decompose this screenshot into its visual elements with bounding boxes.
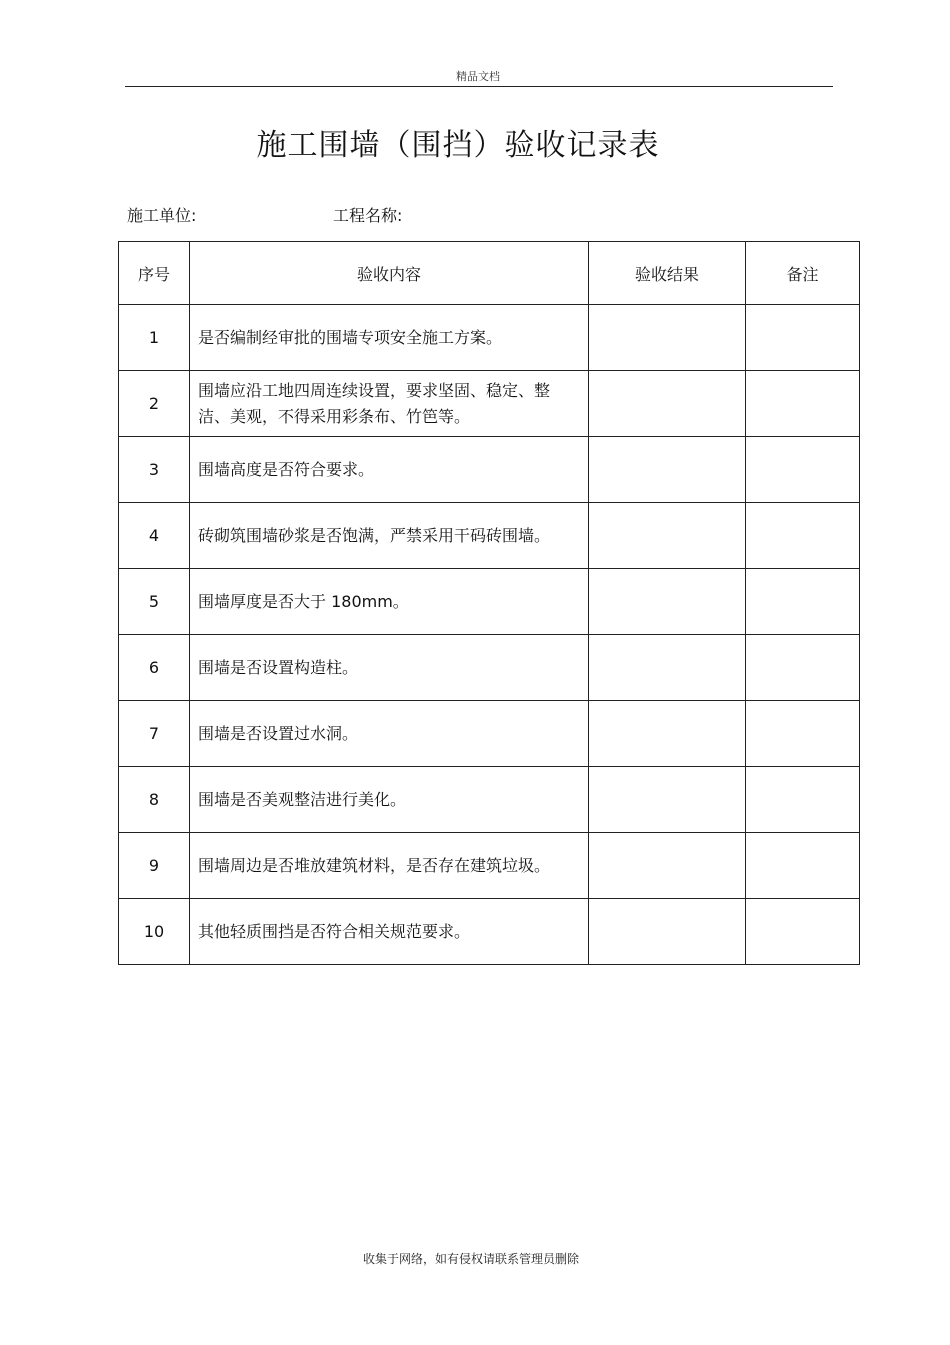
row-remark-cell[interactable] (746, 899, 860, 965)
table-row (119, 503, 860, 569)
row-remark-cell[interactable] (746, 437, 860, 503)
table-row (119, 305, 860, 371)
acceptance-table (118, 241, 860, 965)
row-content: 是否编制经审批的围墙专项安全施工方案。 (190, 305, 589, 371)
row-remark-cell[interactable] (746, 701, 860, 767)
row-content: 围墙是否美观整洁进行美化。 (190, 767, 589, 833)
row-seq: 4 (119, 503, 190, 569)
row-result-cell[interactable] (589, 767, 746, 833)
header-result: 验收结果 (589, 242, 746, 305)
page-header-label: 精品文档 (456, 70, 500, 83)
row-result-cell[interactable] (589, 305, 746, 371)
row-remark-cell[interactable] (746, 635, 860, 701)
row-seq: 5 (119, 569, 190, 635)
row-result-cell[interactable] (589, 899, 746, 965)
row-result-cell[interactable] (589, 833, 746, 899)
row-remark-cell[interactable] (746, 503, 860, 569)
table-row (119, 371, 860, 437)
row-content: 围墙厚度是否大于 180mm。 (190, 569, 589, 635)
document-title: 施工围墙（围挡）验收记录表 (256, 128, 660, 163)
row-seq: 6 (119, 635, 190, 701)
row-content: 围墙是否设置过水洞。 (190, 701, 589, 767)
row-remark-cell[interactable] (746, 833, 860, 899)
row-result-cell[interactable] (589, 635, 746, 701)
row-content: 围墙周边是否堆放建筑材料，是否存在建筑垃圾。 (190, 833, 589, 899)
table-row (119, 569, 860, 635)
row-result-cell[interactable] (589, 569, 746, 635)
row-remark-cell[interactable] (746, 371, 860, 437)
row-result-cell[interactable] (589, 701, 746, 767)
row-remark-cell[interactable] (746, 569, 860, 635)
table-row (119, 767, 860, 833)
header-content: 验收内容 (190, 242, 589, 305)
table-row (119, 635, 860, 701)
header-remark: 备注 (746, 242, 860, 305)
row-content: 围墙是否设置构造柱。 (190, 635, 589, 701)
row-seq: 3 (119, 437, 190, 503)
row-content: 围墙应沿工地四周连续设置，要求坚固、稳定、整洁、美观，不得采用彩条布、竹笆等。 (190, 371, 589, 437)
table-row (119, 833, 860, 899)
row-remark-cell[interactable] (746, 767, 860, 833)
header-seq: 序号 (119, 242, 190, 305)
row-seq: 1 (119, 305, 190, 371)
table-row (119, 899, 860, 965)
row-result-cell[interactable] (589, 371, 746, 437)
row-content: 围墙高度是否符合要求。 (190, 437, 589, 503)
row-seq: 9 (119, 833, 190, 899)
row-result-cell[interactable] (589, 437, 746, 503)
table-header-row (119, 242, 860, 305)
table-row (119, 701, 860, 767)
table-row (119, 437, 860, 503)
row-seq: 7 (119, 701, 190, 767)
row-seq: 2 (119, 371, 190, 437)
construction-unit-label: 施工单位: (127, 206, 197, 225)
page-footer-label: 收集于网络，如有侵权请联系管理员删除 (362, 1252, 579, 1266)
project-name-label: 工程名称: (333, 206, 403, 225)
row-result-cell[interactable] (589, 503, 746, 569)
row-seq: 8 (119, 767, 190, 833)
header-divider (125, 86, 833, 87)
row-remark-cell[interactable] (746, 305, 860, 371)
row-content: 其他轻质围挡是否符合相关规范要求。 (190, 899, 589, 965)
row-seq: 10 (119, 899, 190, 965)
row-content: 砖砌筑围墙砂浆是否饱满，严禁采用干码砖围墙。 (190, 503, 589, 569)
